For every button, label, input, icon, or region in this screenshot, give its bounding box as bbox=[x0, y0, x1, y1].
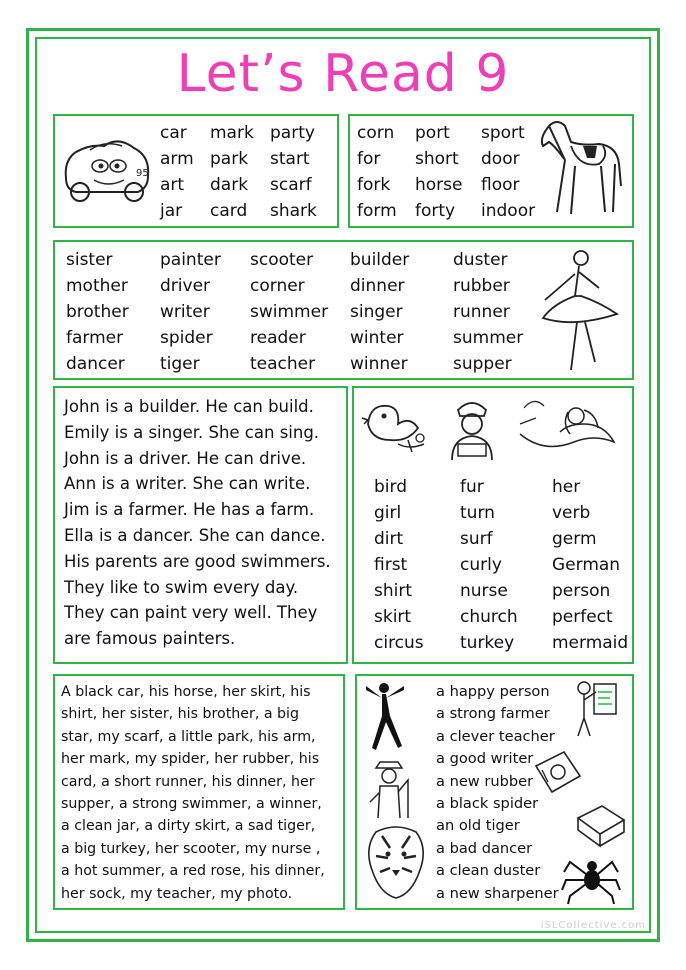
word: mark bbox=[210, 123, 254, 143]
sentence: Emily is a singer. She can sing. bbox=[64, 422, 320, 442]
word: person bbox=[552, 581, 611, 601]
word: surf bbox=[460, 529, 493, 549]
word: skirt bbox=[374, 607, 412, 627]
word: nurse bbox=[460, 581, 508, 601]
word: driver bbox=[160, 276, 211, 296]
word: fork bbox=[357, 175, 391, 195]
or-word-grid bbox=[357, 120, 547, 224]
word: girl bbox=[374, 503, 402, 523]
word: turkey bbox=[460, 633, 515, 653]
sentence: His parents are good swimmers. bbox=[64, 551, 331, 571]
word: farmer bbox=[66, 328, 124, 348]
word: floor bbox=[481, 175, 520, 195]
er-word-grid bbox=[66, 247, 543, 377]
word: mother bbox=[66, 276, 128, 296]
word: dinner bbox=[350, 276, 405, 296]
ir-ur-er-word-grid bbox=[374, 474, 632, 656]
word: forty bbox=[415, 201, 456, 221]
teacher-picture bbox=[570, 678, 620, 738]
nurse-picture bbox=[438, 394, 506, 462]
word: car bbox=[160, 123, 187, 143]
phrase-line: supper, a strong swimmer, a winner, bbox=[61, 796, 322, 813]
page-title: Let’s Read 9 bbox=[176, 44, 510, 104]
word: port bbox=[415, 123, 450, 143]
word: arm bbox=[160, 149, 194, 169]
word: supper bbox=[453, 354, 512, 374]
horse-picture bbox=[535, 116, 629, 224]
phrase-line: a clean jar, a dirty skirt, a sad tiger, bbox=[61, 818, 316, 835]
phrase-line: a bad dancer bbox=[436, 839, 533, 857]
word: her bbox=[552, 477, 581, 497]
word: fur bbox=[460, 477, 484, 497]
rubber-picture bbox=[572, 800, 628, 848]
word: corner bbox=[250, 276, 305, 296]
dancer-silhouette-picture bbox=[362, 680, 408, 752]
word: builder bbox=[350, 250, 410, 270]
word: mermaid bbox=[552, 633, 629, 653]
word: form bbox=[357, 201, 397, 221]
word: dark bbox=[210, 175, 249, 195]
svg-text:95: 95 bbox=[136, 168, 149, 179]
word: turn bbox=[460, 503, 495, 523]
word: short bbox=[415, 149, 459, 169]
phrase-line: a happy person bbox=[436, 683, 550, 700]
phrase-line: card, a short runner, his dinner, her bbox=[61, 773, 315, 790]
word: art bbox=[160, 175, 185, 195]
word: germ bbox=[552, 529, 597, 549]
sentences-text bbox=[64, 394, 331, 652]
phrase-line: star, my scarf, a little park, his arm, bbox=[61, 728, 316, 745]
word: party bbox=[270, 123, 315, 143]
word: dancer bbox=[66, 354, 125, 374]
word: curly bbox=[460, 555, 502, 575]
bird-picture bbox=[358, 394, 430, 456]
word: corn bbox=[357, 123, 395, 143]
phrase-line: her mark, my spider, her rubber, his bbox=[61, 751, 320, 768]
word: circus bbox=[374, 633, 424, 653]
phrase-line: a black spider bbox=[436, 795, 539, 813]
phrase-line: a clever teacher bbox=[436, 727, 555, 745]
phrase-line: a new rubber bbox=[436, 772, 534, 790]
word: duster bbox=[453, 250, 508, 270]
sharpener-picture bbox=[528, 746, 586, 796]
word: brother bbox=[66, 302, 129, 322]
word: winter bbox=[350, 328, 404, 348]
tiger-picture bbox=[362, 822, 430, 904]
word: for bbox=[357, 149, 381, 169]
word: teacher bbox=[250, 354, 316, 374]
spider-picture bbox=[560, 852, 622, 906]
phrase-line: a strong farmer bbox=[436, 705, 550, 723]
word: winner bbox=[350, 354, 408, 374]
word: horse bbox=[415, 175, 463, 195]
word: start bbox=[270, 149, 310, 169]
phrase-line: shirt, her sister, his brother, a big bbox=[61, 706, 300, 723]
ar-word-grid bbox=[160, 120, 330, 224]
word: dirt bbox=[374, 529, 404, 549]
word: sport bbox=[481, 123, 525, 143]
word: summer bbox=[453, 328, 524, 348]
word: spider bbox=[160, 328, 213, 348]
phrase-line: a good writer bbox=[436, 750, 534, 768]
sentence: John is a builder. He can build. bbox=[64, 397, 314, 416]
word: card bbox=[210, 201, 248, 221]
phrase-line: a hot summer, a red rose, his dinner, bbox=[61, 863, 325, 880]
sentence: Ella is a dancer. She can dance. bbox=[64, 525, 326, 545]
ballerina-picture bbox=[533, 244, 623, 376]
word: scooter bbox=[250, 250, 314, 270]
phrase-line: a new sharpener bbox=[436, 884, 559, 902]
watermark: iSLCollective.com bbox=[540, 920, 646, 931]
mermaid-picture bbox=[514, 394, 626, 460]
word: runner bbox=[453, 302, 510, 322]
phrases-text bbox=[61, 681, 325, 905]
word: swimmer bbox=[250, 302, 329, 322]
phrase-line: A black car, his horse, her skirt, his bbox=[61, 684, 311, 700]
word: scarf bbox=[270, 175, 312, 195]
car-picture bbox=[60, 126, 154, 208]
word: jar bbox=[160, 201, 183, 221]
word: door bbox=[481, 149, 520, 169]
word: writer bbox=[160, 302, 210, 322]
word: singer bbox=[350, 302, 403, 322]
sentence: They like to swim every day. bbox=[64, 577, 299, 597]
word: perfect bbox=[552, 607, 613, 627]
word: reader bbox=[250, 328, 306, 348]
word: tiger bbox=[160, 354, 200, 374]
word: church bbox=[460, 607, 518, 627]
word: first bbox=[374, 555, 408, 575]
word: shark bbox=[270, 201, 317, 221]
word: German bbox=[552, 555, 621, 575]
word: shirt bbox=[374, 581, 413, 601]
word: painter bbox=[160, 250, 221, 270]
phrase-line: a clean duster bbox=[436, 862, 541, 880]
word: sister bbox=[66, 250, 113, 270]
sentence: Jim is a farmer. He has a farm. bbox=[64, 500, 315, 520]
sentence: They can paint very well. They bbox=[64, 603, 318, 623]
sentence: are famous painters. bbox=[64, 629, 236, 649]
word: verb bbox=[552, 503, 591, 523]
sentence: Ann is a writer. She can write. bbox=[64, 474, 311, 494]
word: bird bbox=[374, 477, 407, 497]
phrase-line: a big turkey, her scooter, my nurse , bbox=[61, 840, 321, 857]
sentence: John is a driver. He can drive. bbox=[64, 448, 307, 468]
phrase-line: an old tiger bbox=[436, 817, 520, 835]
phrase-line: her sock, my teacher, my photo. bbox=[61, 885, 293, 902]
word: park bbox=[210, 149, 249, 169]
farmer-picture bbox=[366, 758, 412, 820]
word: rubber bbox=[453, 276, 510, 296]
word: indoor bbox=[481, 201, 536, 221]
